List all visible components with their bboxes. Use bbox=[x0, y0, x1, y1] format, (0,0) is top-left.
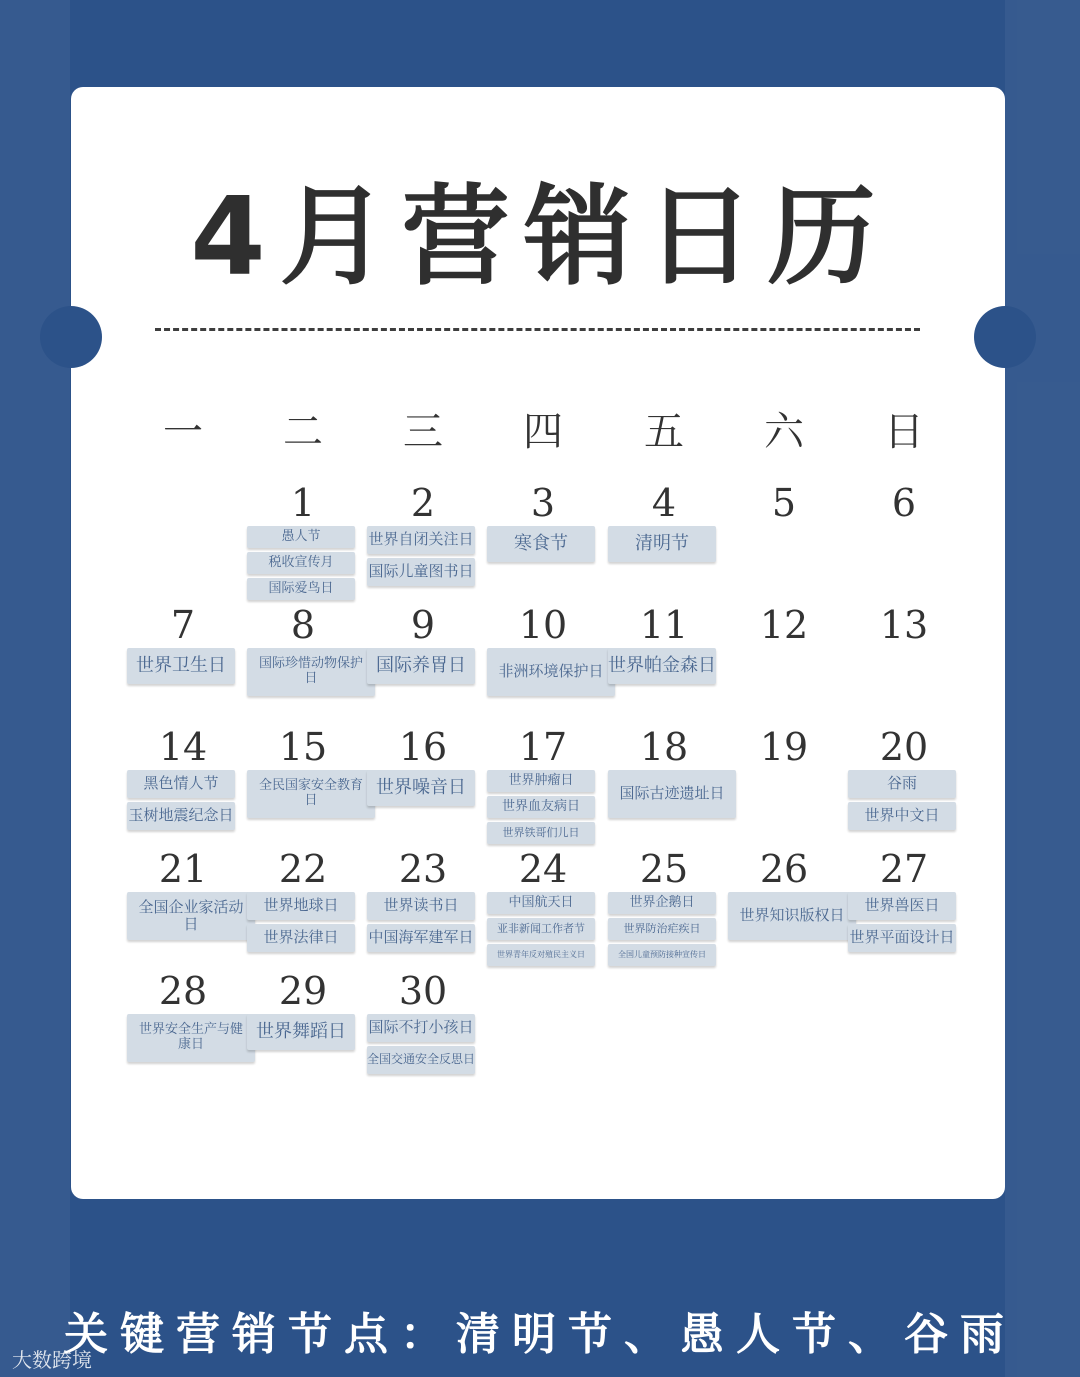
weekday-label: 二 bbox=[283, 409, 323, 455]
day-number: 28 bbox=[158, 969, 208, 1013]
day-number: 6 bbox=[891, 481, 917, 525]
event-tag: 全民国家安全教育日 bbox=[247, 770, 375, 818]
right-notch bbox=[974, 306, 1036, 368]
day-number: 24 bbox=[518, 847, 568, 891]
event-tag: 世界法律日 bbox=[247, 924, 355, 952]
event-tag: 世界青年反对殖民主义日 bbox=[487, 944, 595, 966]
weekday-label: 三 bbox=[403, 409, 443, 455]
day-number: 19 bbox=[759, 725, 809, 769]
event-tag: 世界肿瘤日 bbox=[487, 770, 595, 792]
day-number: 27 bbox=[879, 847, 929, 891]
weekday-label: 六 bbox=[764, 409, 804, 455]
day-number: 30 bbox=[398, 969, 448, 1013]
day-number: 1 bbox=[290, 481, 316, 525]
weekday-label: 日 bbox=[884, 409, 924, 455]
day-number: 25 bbox=[639, 847, 689, 891]
day-number: 14 bbox=[158, 725, 208, 769]
event-tag: 世界平面设计日 bbox=[848, 924, 956, 952]
day-number: 4 bbox=[651, 481, 677, 525]
event-tag: 全国儿童预防接种宣传日 bbox=[608, 944, 716, 966]
day-number: 22 bbox=[278, 847, 328, 891]
event-tag: 世界铁哥们儿日 bbox=[487, 822, 595, 844]
event-tag: 黑色情人节 bbox=[127, 770, 235, 798]
weekday-label: 四 bbox=[523, 409, 563, 455]
day-number: 21 bbox=[158, 847, 208, 891]
event-tag: 世界卫生日 bbox=[127, 648, 235, 684]
weekday-label: 一 bbox=[163, 409, 203, 455]
day-number: 10 bbox=[518, 603, 568, 647]
event-tag: 世界血友病日 bbox=[487, 796, 595, 818]
day-number: 23 bbox=[398, 847, 448, 891]
day-number: 12 bbox=[759, 603, 809, 647]
event-tag: 世界防治疟疾日 bbox=[608, 918, 716, 940]
event-tag: 全国交通安全反思日 bbox=[367, 1046, 475, 1074]
day-number: 18 bbox=[639, 725, 689, 769]
event-tag: 玉树地震纪念日 bbox=[127, 802, 235, 830]
event-tag: 世界兽医日 bbox=[848, 892, 956, 920]
event-tag: 谷雨 bbox=[848, 770, 956, 798]
event-tag: 国际古迹遗址日 bbox=[608, 770, 736, 818]
event-tag: 世界知识版权日 bbox=[728, 892, 856, 940]
event-tag: 世界企鹅日 bbox=[608, 892, 716, 914]
day-number: 13 bbox=[879, 603, 929, 647]
event-tag: 国际儿童图书日 bbox=[367, 558, 475, 586]
event-tag: 税收宣传月 bbox=[247, 552, 355, 574]
event-tag: 世界读书日 bbox=[367, 892, 475, 920]
dashed-divider bbox=[155, 328, 920, 331]
day-number: 5 bbox=[771, 481, 797, 525]
weekday-label: 五 bbox=[644, 409, 684, 455]
event-tag: 亚非新闻工作者节 bbox=[487, 918, 595, 940]
event-tag: 世界帕金森日 bbox=[608, 648, 716, 684]
event-tag: 国际爱鸟日 bbox=[247, 578, 355, 600]
event-tag: 国际养胃日 bbox=[367, 648, 475, 684]
event-tag: 中国航天日 bbox=[487, 892, 595, 914]
day-number: 8 bbox=[290, 603, 316, 647]
day-number: 9 bbox=[410, 603, 436, 647]
day-number: 11 bbox=[639, 603, 689, 647]
event-tag: 愚人节 bbox=[247, 526, 355, 548]
event-tag: 国际不打小孩日 bbox=[367, 1014, 475, 1042]
event-tag: 世界自闭关注日 bbox=[367, 526, 475, 554]
event-tag: 世界安全生产与健康日 bbox=[127, 1014, 255, 1062]
day-number: 15 bbox=[278, 725, 328, 769]
left-notch bbox=[40, 306, 102, 368]
day-number: 16 bbox=[398, 725, 448, 769]
footer-key-dates: 关键营销节点：清明节、愚人节、谷雨 bbox=[64, 1309, 1016, 1360]
day-number: 2 bbox=[410, 481, 436, 525]
event-tag: 世界噪音日 bbox=[367, 770, 475, 806]
day-number: 29 bbox=[278, 969, 328, 1013]
day-number: 26 bbox=[759, 847, 809, 891]
page-title: 4月营销日历 bbox=[190, 175, 890, 300]
event-tag: 国际珍惜动物保护日 bbox=[247, 648, 375, 696]
event-tag: 非洲环境保护日 bbox=[487, 648, 615, 696]
day-number: 20 bbox=[879, 725, 929, 769]
day-number: 17 bbox=[518, 725, 568, 769]
day-number: 7 bbox=[170, 603, 196, 647]
watermark-logo: 大数跨境 bbox=[12, 1348, 92, 1372]
day-number: 3 bbox=[530, 481, 556, 525]
event-tag: 世界中文日 bbox=[848, 802, 956, 830]
event-tag: 世界舞蹈日 bbox=[247, 1014, 355, 1050]
event-tag: 中国海军建军日 bbox=[367, 924, 475, 952]
event-tag: 寒食节 bbox=[487, 526, 595, 562]
event-tag: 清明节 bbox=[608, 526, 716, 562]
event-tag: 全国企业家活动日 bbox=[127, 892, 255, 940]
event-tag: 世界地球日 bbox=[247, 892, 355, 920]
